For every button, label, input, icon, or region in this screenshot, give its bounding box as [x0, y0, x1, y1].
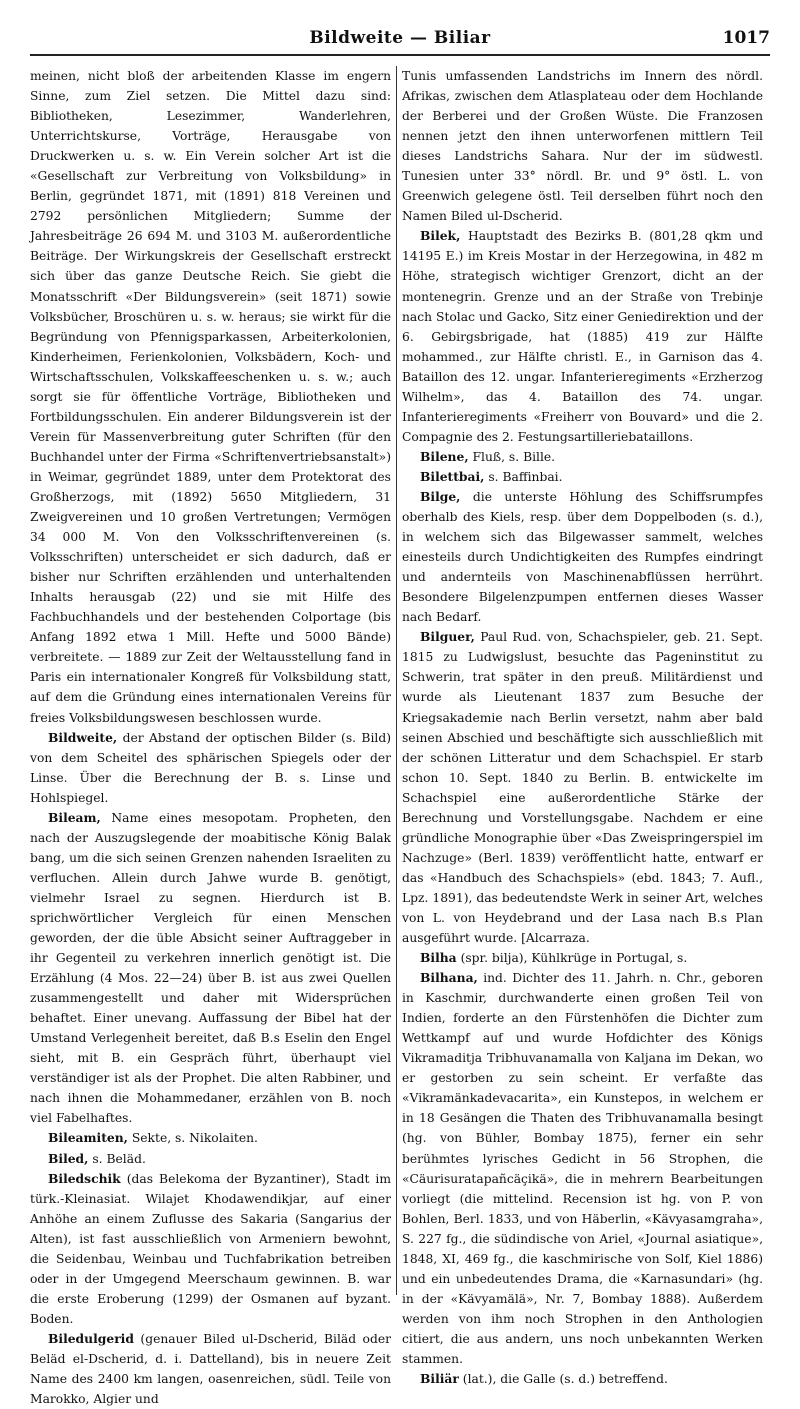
entry-headword: Bildweite, — [48, 729, 118, 745]
entry-headword: Bilhana, — [420, 970, 478, 986]
text-columns — [30, 66, 770, 1407]
entry-headword: Bilge, — [420, 488, 461, 504]
entry-text: Fluß, s. Bille. — [468, 449, 556, 464]
entry-headword: Bilguer, — [420, 629, 475, 645]
entry-bilettbai — [402, 467, 763, 487]
entry-bilge — [402, 487, 763, 627]
entry-headword: Bilek, — [420, 228, 461, 244]
entry-headword: Bileamiten, — [48, 1130, 128, 1146]
entry-headword: Bilene, — [420, 448, 469, 464]
entry-text: (das Belekoma der Byzantiner), Stadt im türk.-Kleinasiat. Wilajet Khodawendikjar, auf einer Anhöhe an einem Zuflusse des Sakaria (Sangarius der Alten), ist fast ausschließlich von Armeniern bewohnt, die Seidenbau, Weinbau und Tuchfabrikation betreiben oder in der Umgegend Meerschaum gewinnen. B. war die erste Eroberung (1299) der Osmanen auf byzant. Boden. — [30, 1171, 391, 1326]
entry-bilek — [402, 226, 763, 447]
right-column — [402, 66, 763, 1387]
entry-headword: Bilha — [420, 950, 457, 966]
entry-text: Hauptstadt des Bezirks B. (801,28 qkm und 14195 E.) im Kreis Mostar in der Herzegowina, in 482 m Höhe, strategisch wichtiger Grenzort, dicht an der montenegrin. Grenze und an der Straße von Trebinje nach Stolac und Gacko, Sitz einer Geniedirektion und der 6. Gebirgsbrigade, hat (1885) 419 zur Hälfte mohammed., zur Hälfte christl. E., in Garnison das 4. Bataillon des 12. ungar. Infanterieregiments «Erzherzog Wilhelm», das 4. Bataillon des 74. ungar. Infanterieregiments «Freiherr von Bouvard» und die 2. Compagnie des 2. Festungsartilleriebataillons. — [402, 229, 763, 444]
entry-text: s. Baffinbai. — [484, 469, 563, 484]
entry-text: (lat.), die Galle (s. d.) betreffend. — [458, 1372, 668, 1387]
running-head: Bildweite — Biliar — [309, 28, 491, 48]
entry-bileam — [30, 808, 391, 1129]
entry-bileamiten — [30, 1128, 391, 1148]
continued-paragraph: Tunis umfassenden Landstrichs im Innern des nördl. Afrikas, zwischen dem Atlasplateau oder dem Hochlande der Berberei und der Großen Wüste. Die Franzosen nennen jetzt den ihnen unterworfenen mittlern Teil dieses Landstrichs Sahara. Nur der im südwestl. Tunesien unter 33° nördl. Br. und 9° östl. L. von Greenwich gelegene östl. Teil derselben führt noch den Namen Biled ul-Dscherid. — [402, 69, 763, 224]
entry-text: Paul Rud. von, Schachspieler, geb. 21. Sept. 1815 zu Ludwigslust, besuchte das Pageninstitut zu Schwerin, trat später in den preuß. Militärdienst und wurde als Lieutenant 1837 zum Besuche der Kriegsakademie nach Berlin versetzt, nahm aber bald seinen Abschied und beschäftigte sich ausschließlich mit der schönen Litteratur und dem Schachspiel. Er starb schon 10. Sept. 1840 zu Berlin. B. entwickelte im Schachspiel eine außerordentliche Stärke der Berechnung und Vorstellungsgabe. Nachdem er eine gründliche Monographie über «Das Zweispringerspiel im Nachzuge» (Berl. 1839) veröffentlicht hatte, entwarf er das «Handbuch des Schachspiels» (ebd. 1843; 7. Aufl., Lpz. 1891), das bedeutendste Werk in seiner Art, welches von L. von Heydebrand und der Lasa nach B.s Plan ausgeführt wurde. [Alcarraza. — [402, 630, 763, 946]
entry-headword: Biledulgerid — [48, 1330, 134, 1346]
entry-headword: Biliär — [420, 1371, 459, 1387]
entry-text: Name eines mesopotam. Propheten, den nach der Auszugslegende der moabitische König Balak bang, um die sich seinen Grenzen nahenden Israeliten zu verfluchen. Allein durch Jahwe wurde B. genötigt, vielmehr Israel zu segnen. Hierdurch ist B. sprichwörtlicher Vergleich für einen Menschen geworden, der die üble Absicht seiner Auftraggeber in ihr Gegenteil zu verkehren innerlich genötigt ist. Die Erzählung (4 Mos. 22—24) über B. ist aus zwei Quellen zusammengestellt und daher mit Widersprüchen behaftet. Einer unevang. Auffassung der Bibel hat der Umstand Verlegenheit bereitet, daß B.s Eselin den Engel sieht, mit B. ein Gespräch führt, überhaupt viel verständiger ist als der Prophet. Die alten Rabbiner, und nach ihnen die Mohammedaner, erzählen von B. noch viel Fabelhaftes. — [30, 810, 391, 1126]
entry-bildweite — [30, 728, 391, 808]
entry-text: Sekte, s. Nikolaiten. — [127, 1131, 258, 1146]
entry-text: der Abstand der optischen Bilder (s. Bild) von dem Scheitel des sphärischen Spiegels oder der Linse. Über die Berechnung der B. s. Linse und Hohlspiegel. — [30, 730, 391, 805]
entry-bilha — [402, 948, 763, 968]
entry-biledschik — [30, 1169, 391, 1329]
entry-headword: Biledschik — [48, 1170, 121, 1186]
left-column — [30, 66, 391, 1407]
entry-headword: Biled, — [48, 1150, 89, 1166]
entry-headword: Bilettbai, — [420, 468, 485, 484]
entry-biled — [30, 1149, 391, 1169]
entry-text: ind. Dichter des 11. Jahrh. n. Chr., geboren in Kaschmir, durchwanderte einen großen Teil von Indien, forderte an den Fürstenhöfen die Dichter zum Wettkampf auf und wurde Hofdichter des Königs Vikramaditja Tribhuvanamalla von Kaljana im Dekan, wo er gestorben zu sein scheint. Er verfaßte das «Vikramänkadevacarita», ein Kunstepos, in welchem er in 18 Gesängen die Thaten des Tribhuvanamalla besingt (hg. von Bühler, Bombay 1875), ferner ein sehr berühmtes lyrisches Gedicht in 56 Strophen, die «Cäurisuratapañcäçikä», die in mehrern Bearbeitungen vorliegt (die mittelind. Recension ist hg. von P. von Bohlen, Berl. 1833, und von Häberlin, «Kävyasamgraha», S. 227 fg., die südindische von Ariel, «Journal asiatique», 1848, XI, 469 fg., die kaschmirische von Solf, Kiel 1886) und ein unbedeutendes Drama, die «Karnasundari» (hg. in der «Kävyamälä», Nr. 7, Bombay 1888). Außerdem werden von ihm noch Strophen in den Anthologien citiert, die aus andern, uns noch unbekannten Werken stammen. — [402, 971, 763, 1366]
entry-biledulgerid — [30, 1329, 391, 1409]
column-divider — [396, 66, 397, 1295]
entry-biliar — [402, 1369, 763, 1389]
entry-text: s. Beläd. — [88, 1151, 146, 1166]
page-header — [30, 14, 770, 56]
entry-bilhana — [402, 968, 763, 1369]
page-number: 1017 — [722, 28, 770, 48]
entry-text: (genauer Biled ul-Dscherid, Biläd oder Beläd el-Dscherid, d. i. Dattelland), bis in neuere Zeit Name des 2400 km langen, oasenreichen, südl. Teile von Marokko, Algier und — [30, 1331, 391, 1407]
entry-text: die unterste Höhlung des Schiffsrumpfes oberhalb des Kiels, resp. über dem Doppelboden (s. d.), in welchem sich das Bilgewasser sammelt, welches einesteils durch Undichtigkeiten des Rumpfes eindringt und andernteils von Maschinenabflüssen herrührt. Besondere Bilgelenzpumpen entfernen dieses Wasser nach Bedarf. — [402, 489, 763, 625]
entry-text: (spr. bilja), Kühlkrüge in Portugal, s. — [456, 951, 688, 966]
continued-paragraph: meinen, nicht bloß der arbeitenden Klasse im engern Sinne, zum Ziel setzen. Die Mittel dazu sind: Bibliotheken, Lesezimmer, Wanderlehren, Unterrichtskurse, Vorträge, Herausgabe von Druckwerken u. s. w. Ein Verein solcher Art ist die «Gesellschaft zur Verbreitung von Volksbildung» in Berlin, gegründet 1871, mit (1891) 818 Vereinen und 2792 persönlichen Mitgliedern; Summe der Jahresbeiträge 26 694 M. und 3103 M. außerordentliche Beiträge. Der Wirkungskreis der Gesellschaft erstreckt sich über das ganze Deutsche Reich. Sie giebt die Monatsschrift «Der Bildungsverein» (seit 1871) sowie Volksbücher, Broschüren u. s. w. heraus; sie wirkt für die Begründung von Pfennigsparkassen, Arbeiterkolonien, Kinderheimen, Ferienkolonien, Volksbädern, Koch- und Wirtschaftsschulen, Volkskaffeeschenken u. s. w.; auch sorgt sie für öffentliche Vorträge, Bibliotheken und Fortbildungsschulen. Ein anderer Bildungsverein ist der Verein für Massenverbreitung guter Schriften (für den Buchhandel unter der Firma «Schriftenvertriebsanstalt») in Weimar, gegründet 1889, unter dem Protektorat des Großherzogs, mit (1892) 5650 Mitgliedern, 31 Zweigvereinen und 10 großen Vertretungen; Vermögen 34 000 M. Von den Volksschriftenvereinen (s. Volksschriften) unterscheidet er sich dadurch, daß er bisher nur Schriften erzählenden und unterhaltenden Inhalts herausgab (22) und sie mit Hilfe des Fachbuchhandels und der bestehenden Colportage (bis Anfang 1892 etwa 1 Mill. Hefte und 5000 Bände) verbreitete. — 1889 zur Zeit der Weltausstellung fand in Paris ein internationaler Kongreß für Volksbildung statt, auf dem die Gründung eines internationalen Vereins für freies Volksbildungswesen beschlossen wurde. — [30, 69, 391, 725]
entry-bilene — [402, 447, 763, 467]
entry-bilguer — [402, 627, 763, 948]
entry-headword: Bileam, — [48, 809, 101, 825]
